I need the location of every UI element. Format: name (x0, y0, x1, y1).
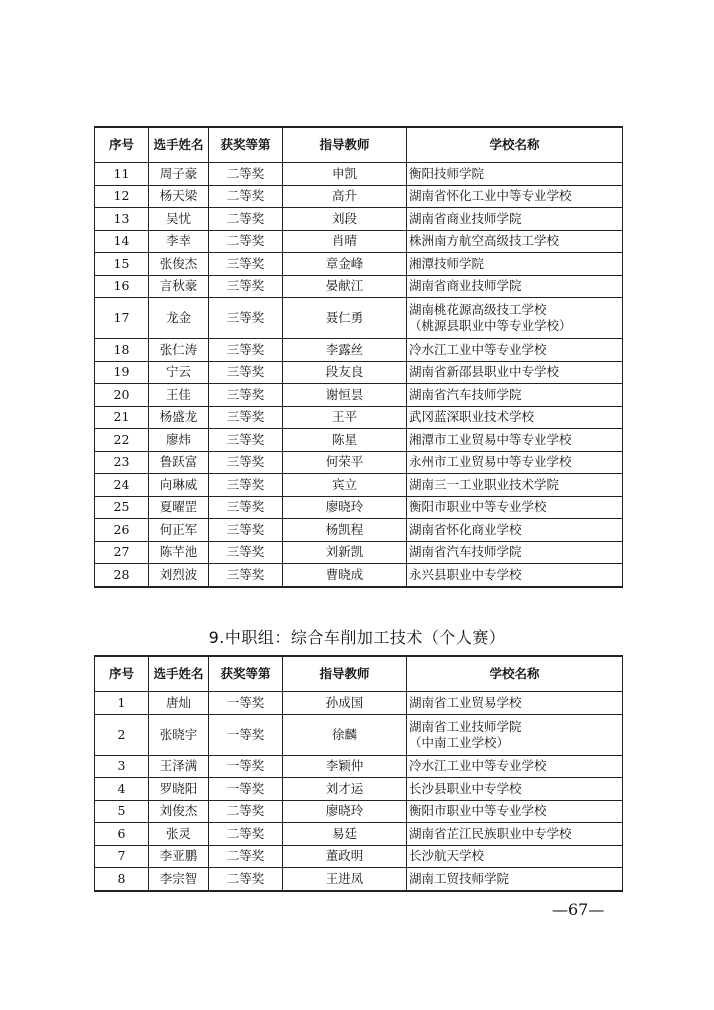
table-row (95, 474, 623, 497)
cell-award: 二等奖 (209, 823, 283, 846)
cell-teacher: 李露丝 (283, 339, 407, 362)
school-line: 湖南省工业技师学院 (409, 718, 522, 734)
school-line: （桃源县职业中等专业学校） (409, 318, 572, 333)
header-name: 选手姓名 (149, 656, 209, 692)
cell-teacher: 王平 (283, 406, 407, 429)
table-row (95, 208, 623, 231)
cell-award: 一等奖 (209, 692, 283, 715)
cell-award: 三等奖 (209, 406, 283, 429)
cell-teacher: 王进凤 (283, 868, 407, 891)
cell-no: 8 (95, 868, 149, 891)
table-row (95, 384, 623, 407)
cell-school (407, 868, 623, 891)
cell-name: 刘烈波 (149, 564, 209, 587)
cell-teacher: 易廷 (283, 823, 407, 846)
school-line: 湖南省商业技师学院 (409, 278, 522, 294)
cell-teacher: 陈星 (283, 429, 407, 452)
cell-school (407, 230, 623, 253)
cell-name: 张俊杰 (149, 253, 209, 276)
cell-no: 11 (95, 163, 149, 186)
cell-award: 三等奖 (209, 541, 283, 564)
header-school: 学校名称 (407, 656, 623, 692)
cell-name: 张仁涛 (149, 339, 209, 362)
cell-award: 二等奖 (209, 185, 283, 208)
table-header-row (95, 656, 623, 692)
cell-no: 4 (95, 778, 149, 801)
cell-no: 24 (95, 474, 149, 497)
cell-name: 夏曜罡 (149, 496, 209, 519)
cell-school (407, 755, 623, 778)
cell-teacher: 何荣平 (283, 451, 407, 474)
cell-name: 李幸 (149, 230, 209, 253)
cell-award: 三等奖 (209, 361, 283, 384)
table-row (95, 714, 623, 755)
section-title: 9.中职组：综合车削加工技术（个人赛） (208, 628, 506, 647)
table-row (95, 519, 623, 542)
cell-award: 一等奖 (209, 714, 283, 755)
cell-award: 一等奖 (209, 778, 283, 801)
header-name: 选手姓名 (149, 127, 209, 163)
table-row (95, 451, 623, 474)
cell-no: 7 (95, 845, 149, 868)
cell-no: 26 (95, 519, 149, 542)
cell-teacher: 章金峰 (283, 253, 407, 276)
cell-name: 杨盛龙 (149, 406, 209, 429)
cell-teacher: 廖晓玲 (283, 800, 407, 823)
school-line: 湖南省怀化工业中等专业学校 (409, 188, 572, 204)
cell-name: 向琳威 (149, 474, 209, 497)
cell-school (407, 692, 623, 715)
header-award: 获奖等第 (209, 656, 283, 692)
cell-school (407, 339, 623, 362)
cell-name: 张晓宇 (149, 714, 209, 755)
cell-name: 宁云 (149, 361, 209, 384)
school-line: 湖南省汽车技师学院 (409, 544, 522, 560)
cell-name: 杨天梁 (149, 185, 209, 208)
cell-school (407, 275, 623, 298)
cell-award: 三等奖 (209, 564, 283, 587)
table-row (95, 163, 623, 186)
cell-school (407, 474, 623, 497)
cell-award: 一等奖 (209, 755, 283, 778)
cell-school (407, 496, 623, 519)
cell-no: 22 (95, 429, 149, 452)
cell-no: 18 (95, 339, 149, 362)
cell-school (407, 845, 623, 868)
header-no: 序号 (95, 127, 149, 163)
cell-award: 三等奖 (209, 298, 283, 339)
cell-name: 李宗智 (149, 868, 209, 891)
school-line: 湖南省工业贸易学校 (409, 694, 522, 710)
table-row (95, 692, 623, 715)
school-line: 永州市工业贸易中等专业学校 (409, 454, 572, 470)
cell-no: 15 (95, 253, 149, 276)
table-row (95, 755, 623, 778)
award-table-top (94, 126, 623, 588)
table-row (95, 496, 623, 519)
school-line: 武冈蓝深职业技术学校 (409, 409, 535, 425)
cell-no: 1 (95, 692, 149, 715)
cell-no: 28 (95, 564, 149, 587)
cell-name: 何正军 (149, 519, 209, 542)
cell-award: 三等奖 (209, 496, 283, 519)
cell-school (407, 714, 623, 755)
cell-award: 三等奖 (209, 275, 283, 298)
cell-award: 二等奖 (209, 208, 283, 231)
award-table-bottom (94, 655, 623, 892)
cell-teacher: 曹晓成 (283, 564, 407, 587)
cell-school (407, 208, 623, 231)
cell-no: 17 (95, 298, 149, 339)
school-line: 湘潭技师学院 (409, 255, 485, 271)
cell-school (407, 541, 623, 564)
cell-award: 三等奖 (209, 253, 283, 276)
cell-name: 罗晓阳 (149, 778, 209, 801)
school-line: 湖南省新邵县职业中专学校 (409, 364, 560, 380)
cell-teacher: 段友良 (283, 361, 407, 384)
cell-no: 13 (95, 208, 149, 231)
table-row (95, 845, 623, 868)
cell-school (407, 564, 623, 587)
cell-school (407, 361, 623, 384)
cell-award: 二等奖 (209, 868, 283, 891)
cell-award: 二等奖 (209, 163, 283, 186)
cell-school (407, 163, 623, 186)
table-row (95, 253, 623, 276)
cell-no: 25 (95, 496, 149, 519)
table-row (95, 230, 623, 253)
school-line: 衡阳市职业中等专业学校 (409, 803, 547, 819)
cell-teacher: 谢恒昙 (283, 384, 407, 407)
cell-teacher: 李颖仲 (283, 755, 407, 778)
cell-no: 19 (95, 361, 149, 384)
cell-school (407, 778, 623, 801)
table-row (95, 185, 623, 208)
cell-school (407, 185, 623, 208)
cell-award: 二等奖 (209, 230, 283, 253)
cell-name: 吴忧 (149, 208, 209, 231)
cell-name: 龙金 (149, 298, 209, 339)
table-row (95, 298, 623, 339)
cell-no: 27 (95, 541, 149, 564)
school-line: 湖南省芷江民族职业中专学校 (409, 825, 572, 841)
table-row (95, 800, 623, 823)
cell-no: 5 (95, 800, 149, 823)
table-row (95, 541, 623, 564)
cell-teacher: 刘新凯 (283, 541, 407, 564)
school-line: 长沙航天学校 (409, 848, 485, 864)
table-row (95, 361, 623, 384)
cell-name: 刘俊杰 (149, 800, 209, 823)
cell-name: 张灵 (149, 823, 209, 846)
header-teacher: 指导教师 (283, 656, 407, 692)
cell-award: 三等奖 (209, 474, 283, 497)
cell-name: 鲁跃富 (149, 451, 209, 474)
cell-name: 廖炜 (149, 429, 209, 452)
school-line: 湖南桃花源高级技工学校 (409, 302, 547, 317)
table-row (95, 564, 623, 587)
cell-teacher: 徐麟 (283, 714, 407, 755)
school-line: 冷水江工业中等专业学校 (409, 758, 547, 774)
cell-no: 21 (95, 406, 149, 429)
cell-teacher: 肖晴 (283, 230, 407, 253)
cell-no: 23 (95, 451, 149, 474)
cell-teacher: 申凯 (283, 163, 407, 186)
cell-no: 12 (95, 185, 149, 208)
cell-teacher: 刘段 (283, 208, 407, 231)
table-row (95, 868, 623, 891)
cell-name: 李亚鹏 (149, 845, 209, 868)
school-line: 衡阳技师学院 (409, 165, 485, 181)
school-line: 衡阳市职业中等专业学校 (409, 499, 547, 515)
school-line: 长沙县职业中专学校 (409, 780, 522, 796)
cell-teacher: 廖晓玲 (283, 496, 407, 519)
table-row (95, 275, 623, 298)
school-line: 湖南工贸技师学院 (409, 870, 510, 886)
cell-teacher: 刘才运 (283, 778, 407, 801)
cell-teacher: 董政明 (283, 845, 407, 868)
cell-school (407, 800, 623, 823)
cell-no: 6 (95, 823, 149, 846)
table-header-row (95, 127, 623, 163)
cell-award: 三等奖 (209, 384, 283, 407)
cell-school (407, 451, 623, 474)
cell-award: 三等奖 (209, 519, 283, 542)
cell-award: 二等奖 (209, 845, 283, 868)
cell-teacher: 杨凯程 (283, 519, 407, 542)
cell-teacher: 高升 (283, 185, 407, 208)
cell-school (407, 298, 623, 339)
cell-award: 三等奖 (209, 339, 283, 362)
table-row (95, 406, 623, 429)
cell-no: 16 (95, 275, 149, 298)
school-line: 永兴县职业中专学校 (409, 566, 522, 582)
cell-teacher: 孙成国 (283, 692, 407, 715)
cell-name: 言秋豪 (149, 275, 209, 298)
school-line: 株洲南方航空高级技工学校 (409, 233, 560, 249)
cell-no: 14 (95, 230, 149, 253)
cell-school (407, 823, 623, 846)
cell-no: 20 (95, 384, 149, 407)
page-number: —67— (552, 900, 605, 919)
cell-school (407, 406, 623, 429)
cell-name: 王泽满 (149, 755, 209, 778)
header-school: 学校名称 (407, 127, 623, 163)
cell-school (407, 519, 623, 542)
cell-no: 3 (95, 755, 149, 778)
cell-name: 周子豪 (149, 163, 209, 186)
header-teacher: 指导教师 (283, 127, 407, 163)
school-line: （中南工业学校） (409, 734, 510, 750)
cell-no: 2 (95, 714, 149, 755)
school-line: 湖南省怀化商业学校 (409, 521, 522, 537)
cell-teacher: 聂仁勇 (283, 298, 407, 339)
table-row (95, 823, 623, 846)
cell-school (407, 429, 623, 452)
cell-award: 二等奖 (209, 800, 283, 823)
table-row (95, 339, 623, 362)
school-line: 冷水江工业中等专业学校 (409, 341, 547, 357)
cell-teacher: 宾立 (283, 474, 407, 497)
cell-teacher: 晏献江 (283, 275, 407, 298)
header-award: 获奖等第 (209, 127, 283, 163)
cell-name: 王佳 (149, 384, 209, 407)
cell-name: 陈芊池 (149, 541, 209, 564)
cell-name: 唐灿 (149, 692, 209, 715)
table-row (95, 778, 623, 801)
school-line: 湖南三一工业职业技术学院 (409, 476, 560, 492)
school-line: 湘潭市工业贸易中等专业学校 (409, 431, 572, 447)
header-no: 序号 (95, 656, 149, 692)
cell-award: 三等奖 (209, 451, 283, 474)
school-line: 湖南省汽车技师学院 (409, 386, 522, 402)
school-line: 湖南省商业技师学院 (409, 210, 522, 226)
table-row (95, 429, 623, 452)
cell-school (407, 384, 623, 407)
cell-award: 三等奖 (209, 429, 283, 452)
cell-school (407, 253, 623, 276)
